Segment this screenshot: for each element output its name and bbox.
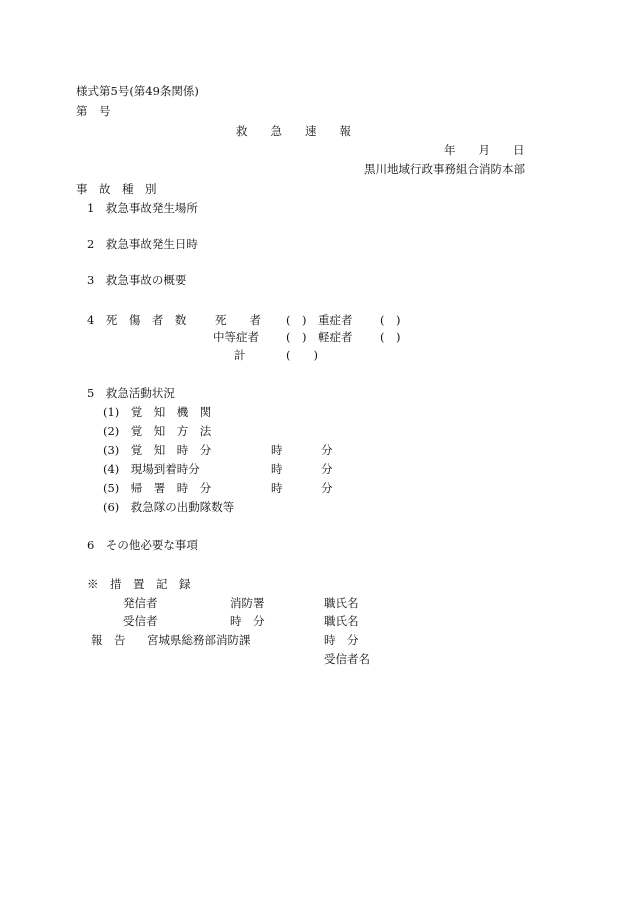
casualties-minor: 軽症者: [318, 330, 353, 344]
casualties-severe-count: ( ): [380, 313, 401, 327]
document-title: 救 急 速 報: [236, 124, 351, 138]
measures-report-time: 時 分: [324, 633, 359, 647]
measures-sender: 発信者: [123, 596, 158, 610]
item-activity-label: 5 救急活動状況: [87, 386, 175, 400]
casualties-total-count: ( ): [286, 348, 318, 362]
measures-time: 時 分: [230, 614, 265, 628]
activity-minute-label: 分: [321, 481, 333, 495]
measures-receiver: 受信者: [123, 614, 158, 628]
activity-hour-label: 時: [271, 462, 283, 476]
item-casualties-label: 4 死 傷 者 数: [87, 313, 187, 327]
measures-receiver-staff: 職氏名: [324, 614, 359, 628]
item-other: 6 その他必要な事項: [87, 538, 198, 552]
measures-label: ※ 措 置 記 録: [87, 577, 191, 591]
casualties-dead-count: ( ): [286, 313, 307, 327]
activity-sub-item: (6) 救急隊の出動隊数等: [103, 500, 235, 514]
casualties-minor-count: ( ): [380, 330, 401, 344]
measures-prefecture-dept: 宮城県総務部消防課: [147, 633, 251, 647]
activity-sub-item: (3) 覚 知 時 分: [103, 443, 212, 457]
item-datetime: 2 救急事故発生日時: [87, 237, 198, 251]
item-location: 1 救急事故発生場所: [87, 201, 198, 215]
incident-type-label: 事 故 種 別: [76, 182, 157, 196]
document-number-label: 第 号: [76, 104, 111, 118]
measures-receiver-name: 受信者名: [324, 652, 370, 666]
casualties-moderate: 中等症者: [213, 330, 259, 344]
casualties-severe: 重症者: [318, 313, 353, 327]
activity-sub-item: (2) 覚 知 方 法: [103, 424, 212, 438]
activity-minute-label: 分: [321, 462, 333, 476]
item-overview: 3 救急事故の概要: [87, 273, 187, 287]
activity-minute-label: 分: [321, 443, 333, 457]
activity-sub-item: (4) 現場到着時分: [103, 462, 200, 476]
activity-hour-label: 時: [271, 443, 283, 457]
measures-fire-station: 消防署: [230, 596, 265, 610]
form-number: 様式第5号(第49条関係): [76, 84, 199, 98]
casualties-moderate-count: ( ): [286, 330, 307, 344]
activity-hour-label: 時: [271, 481, 283, 495]
activity-sub-item: (5) 帰 署 時 分: [103, 481, 212, 495]
activity-sub-item: (1) 覚 知 機 関: [103, 405, 212, 419]
date-line: 年 月 日: [444, 143, 525, 157]
measures-report: 報 告: [91, 633, 126, 647]
issuer-name: 黒川地域行政事務組合消防本部: [364, 162, 525, 176]
casualties-total: 計: [234, 348, 246, 362]
casualties-dead: 死 者: [215, 313, 261, 327]
measures-sender-staff: 職氏名: [324, 596, 359, 610]
